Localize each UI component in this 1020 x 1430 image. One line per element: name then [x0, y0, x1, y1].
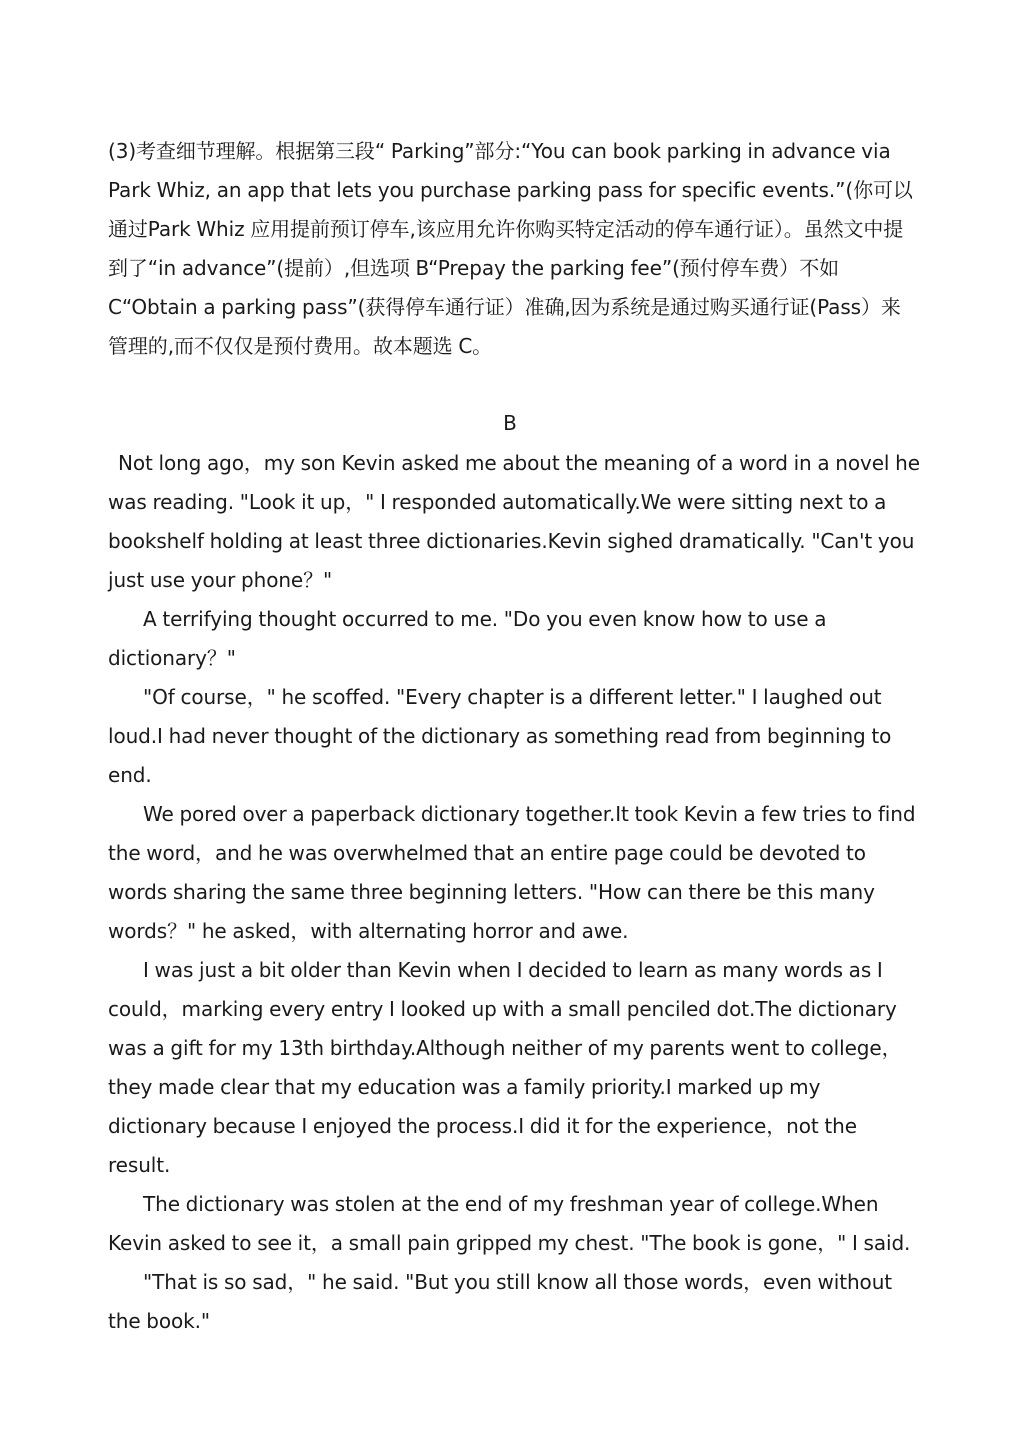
explanation-paragraph: (3)考查细节理解。根据第三段“ Parking”部分:“You can book parking in advance via Park Whiz, an app that lets you purchase parking pass for specific events.”(你可以通过Park Whiz 应用提前预订停车,该应用允许你购买特定活动的停车通行证）。虽然文中提到了“in advance”(提前）,但选项 B“Prepay the parking fee”(预付停车费）不如 C“Obtain a parking pass”(获得停车通行证）准确,因为系统是通过购买通行证(Pass）来管理的,而不仅仅是预付费用。故本题选 C。: [108, 139, 913, 358]
passage-paragraph-3: "Of course，" he scoffed. "Every chapter is a different letter." I laughed out loud.I had never thought of the dictionary as something read from beginning to end.: [108, 685, 892, 787]
passage-paragraph-1: Not long ago，my son Kevin asked me about the meaning of a word in a novel he was reading. "Look it up，" I responded automatically.We were sitting next to a bookshelf holding at least three dictionaries.Kevin sighed dramatically. "Can't you just use your phone？": [108, 451, 920, 592]
answer-explanation: [108, 132, 920, 366]
passage-paragraph-7: "That is so sad，" he said. "But you still know all those words，even without the book.": [108, 1270, 893, 1333]
passage-paragraph-5: I was just a bit older than Kevin when I decided to learn as many words as I could，marking every entry I looked up with a small penciled dot.The dictionary was a gift for my 13th birthday.Although neither of my parents went to college，they made clear that my education was a family priority.I marked up my dictionary because I enjoyed the process.I did it for the experience，not the result.: [108, 958, 902, 1177]
passage-paragraph-2: A terrifying thought occurred to me. "Do you even know how to use a dictionary？": [108, 607, 827, 670]
passage-body: [108, 444, 920, 1341]
passage-label: B: [503, 411, 517, 435]
passage-paragraph-6: The dictionary was stolen at the end of my freshman year of college.When Kevin asked to see it，a small pain gripped my chest. "The book is gone，" I said.: [108, 1192, 911, 1255]
passage-paragraph-4: We pored over a paperback dictionary together.It took Kevin a few tries to find the word，and he was overwhelmed that an entire page could be devoted to words sharing the same three beginning letters. "How can there be this many words？" he asked，with alternating horror and awe.: [108, 802, 916, 943]
